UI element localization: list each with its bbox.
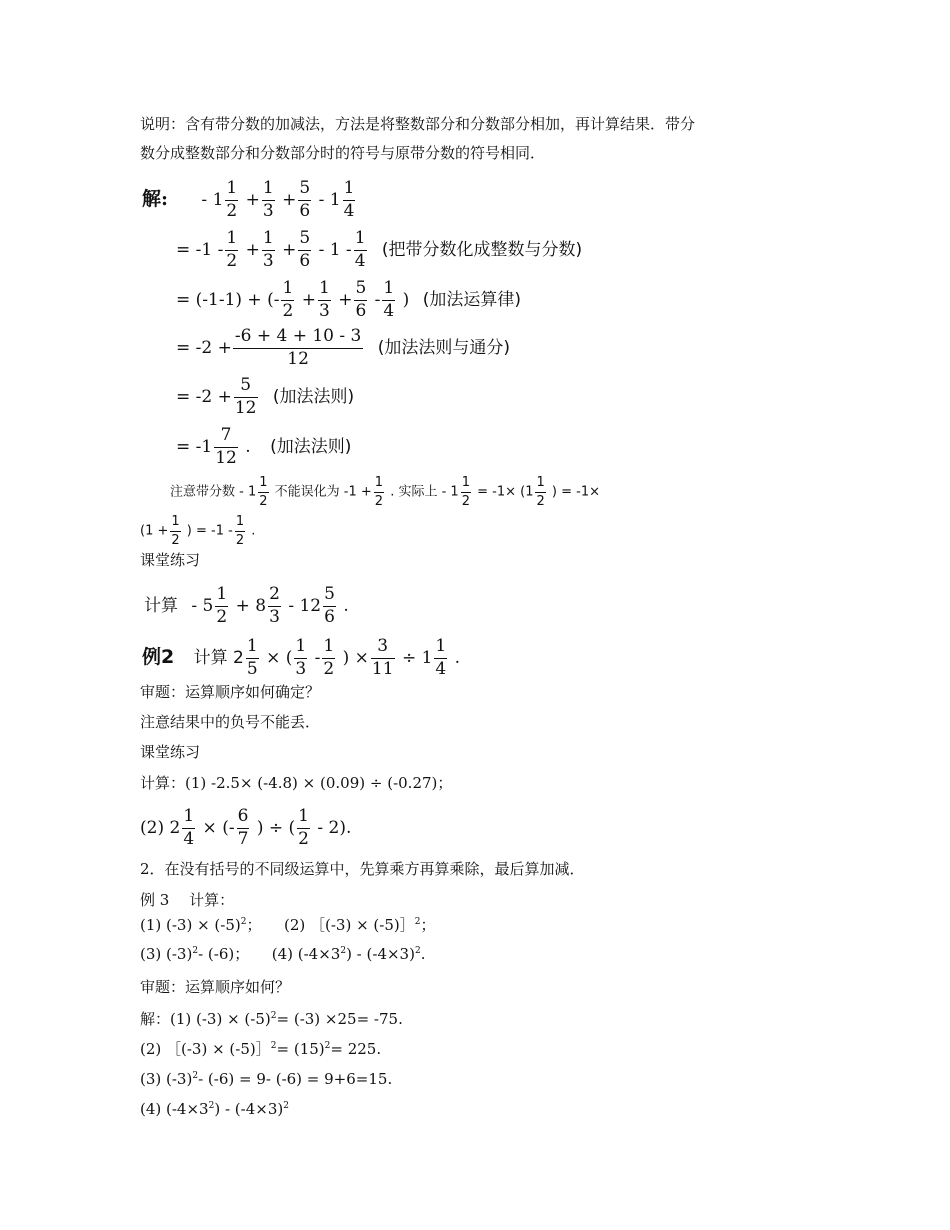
fraction: $\frac{1}{2}$ bbox=[536, 475, 545, 509]
caution-line-2: (1 + $\frac{1}{2}$ ) = -1 - $\frac{1}{2}$ . bbox=[140, 514, 256, 548]
solution-step-0: 解: - 1 $\frac{1}{2}$ + $\frac{1}{3}$ + $\frac{5}{6}$ - 1 $\frac{1}{4}$ bbox=[142, 178, 355, 221]
intro-line-1: 说明：含有带分数的加减法，方法是将整数部分和分数部分相加，再计算结果．带分 bbox=[140, 115, 696, 133]
fraction: $\frac{5}{6}$ bbox=[355, 278, 367, 321]
step-annotation: (加法运算律) bbox=[422, 289, 521, 310]
fraction: $\frac{5}{6}$ bbox=[299, 228, 311, 271]
answer-1: 解：(1) $(-3) \times (-5)^2= (-3) \times 25= -75$. bbox=[140, 1010, 403, 1028]
caution-line-1: 注意带分数 - 1 $\frac{1}{2}$ 不能误化为 -1 + $\frac{1}{2}$ . 实际上 - 1 $\frac{1}{2}$ = -1× (1 $\frac{1}{2}$ ) = -1× bbox=[170, 475, 600, 509]
practice-heading-2: 课堂练习 bbox=[140, 743, 201, 761]
fraction: $\frac{1}{2}$ bbox=[235, 514, 245, 548]
step-annotation: (把带分数化成整数与分数) bbox=[381, 239, 583, 260]
fraction: $\frac{5}{6}$ bbox=[299, 178, 311, 221]
fraction: $\frac{1}{5}$ bbox=[246, 636, 258, 679]
fraction: $\frac{1}{2}$ bbox=[259, 475, 268, 509]
fraction: $\frac{1}{3}$ bbox=[295, 636, 307, 679]
answer-3: (3) $(-3)^2-$ (-6) = 9- (-6) = 9+6=15. bbox=[140, 1070, 393, 1088]
fraction: $\frac{1}{2}$ bbox=[323, 636, 335, 679]
example-3-row-1: (1) $(-3) \times (-5)^2$； (2) ［(-3) × (-5)］$^2$； bbox=[140, 916, 436, 934]
rule-2: 2．在没有括号的不同级运算中，先算乘方再算乘除，最后算加减． bbox=[140, 860, 585, 878]
fraction: $\frac{1}{2}$ bbox=[226, 228, 238, 271]
fraction: $\frac{5}{12}$ bbox=[234, 375, 257, 418]
fraction: $\frac{1}{2}$ bbox=[461, 475, 470, 509]
fraction: $\frac{1}{2}$ bbox=[216, 584, 228, 627]
note-negative-sign: 注意结果中的负号不能丢． bbox=[140, 713, 321, 731]
fraction: $\frac{1}{3}$ bbox=[262, 178, 274, 221]
fraction: $\frac{7}{12}$ bbox=[215, 425, 237, 468]
fraction: $\frac{5}{6}$ bbox=[324, 584, 335, 627]
fraction: $\frac{6}{7}$ bbox=[237, 806, 249, 849]
example-3-title: 例 3 计算： bbox=[140, 891, 235, 909]
fraction: $\frac{3}{11}$ bbox=[371, 636, 394, 679]
intro-line-2: 数分成整数部分和分数部分时的符号与原带分数的符号相同． bbox=[140, 144, 546, 162]
practice-2-q1: 计算：(1) -2.5× (-4.8) × (0.09) ÷ (-0.27)； bbox=[140, 774, 453, 792]
review-question-1: 审题：运算顺序如何确定？ bbox=[140, 683, 321, 701]
fraction: $\frac{1}{2}$ bbox=[298, 806, 309, 849]
step-annotation: (加法法则) bbox=[272, 386, 355, 407]
fraction: $\frac{1}{4}$ bbox=[435, 636, 447, 679]
solution-step-3: = -2 + $\frac{-6 + 4 + 10 - 3}{12}$ (加法法则与通分) bbox=[176, 326, 511, 369]
fraction: $\frac{1}{3}$ bbox=[318, 278, 330, 321]
answer-2: (2) ［(-3) × (-5)］$^2$= $(15)^2= 225$. bbox=[140, 1040, 382, 1058]
fraction: $\frac{1}{2}$ bbox=[226, 178, 238, 221]
fraction: $\frac{1}{2}$ bbox=[282, 278, 294, 321]
example-2: 例2 计算 2 $\frac{1}{5}$ × ( $\frac{1}{3}$ - $\frac{1}{2}$ ) × $\frac{3}{11}$ ÷ 1 $\frac{1}{4}$ . bbox=[142, 636, 461, 679]
practice-2-q2: (2) 2 $\frac{1}{4}$ × (- $\frac{6}{7}$ ) ÷ ( $\frac{1}{2}$ - 2). bbox=[140, 806, 352, 849]
step-annotation: (加法法则) bbox=[270, 436, 352, 457]
fraction: $\frac{1}{4}$ bbox=[383, 278, 395, 321]
solution-step-2: = (-1-1) + (- $\frac{1}{2}$ + $\frac{1}{3}$ + $\frac{5}{6}$ - $\frac{1}{4}$ ) (加法运算律) bbox=[176, 278, 521, 321]
solution-step-1: = -1 - $\frac{1}{2}$ + $\frac{1}{3}$ + $\frac{5}{6}$ - 1 - $\frac{1}{4}$ (把带分数化成整数与分数) bbox=[176, 228, 583, 271]
answer-4: (4) $(-4\times 3^2) - (-4\times 3)^2$ bbox=[140, 1100, 289, 1118]
fraction: $\frac{1}{2}$ bbox=[374, 475, 384, 509]
solution-step-5: = -1 $\frac{7}{12}$ . (加法法则) bbox=[176, 425, 352, 468]
fraction: $\frac{2}{3}$ bbox=[269, 584, 280, 627]
solution-step-4: = -2 + $\frac{5}{12}$ (加法法则) bbox=[176, 375, 355, 418]
practice-heading-1: 课堂练习 bbox=[140, 551, 201, 569]
solution-label: 解: bbox=[142, 187, 169, 210]
fraction: $\frac{1}{4}$ bbox=[183, 806, 195, 849]
fraction: $\frac{1}{2}$ bbox=[171, 514, 180, 548]
fraction: $\frac{1}{4}$ bbox=[343, 178, 355, 221]
fraction: $\frac{-6 + 4 + 10 - 3}{12}$ bbox=[234, 326, 362, 369]
review-question-2: 审题：运算顺序如何？ bbox=[140, 978, 291, 996]
example-label: 例2 bbox=[142, 645, 175, 668]
example-3-row-2: (3) $(-3)^2-$ (-6)； (4) $(-4\times 3^2) - (-4\times 3)^2$. bbox=[140, 945, 426, 963]
fraction: $\frac{1}{3}$ bbox=[262, 228, 274, 271]
fraction: $\frac{1}{4}$ bbox=[354, 228, 366, 271]
practice-1-problem: 计算 - 5 $\frac{1}{2}$ + 8 $\frac{2}{3}$ - 12 $\frac{5}{6}$ . bbox=[144, 584, 349, 627]
step-annotation: (加法法则与通分) bbox=[377, 337, 511, 358]
